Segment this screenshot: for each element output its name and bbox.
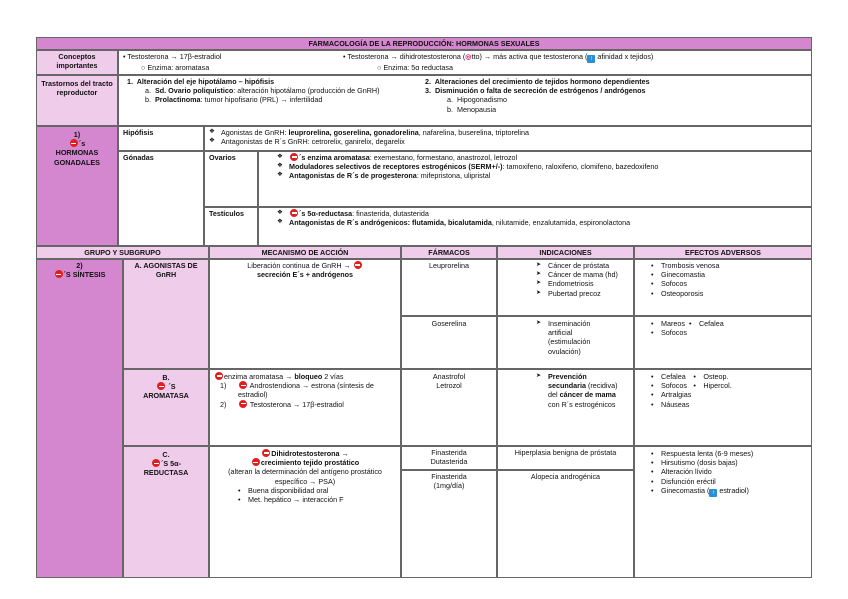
header-indicaciones: INDICACIONES: [497, 246, 634, 259]
subgrupo-c-mecanismo: [209, 446, 401, 578]
list-item: • Artralgias: [649, 390, 691, 399]
subgrupo-c-farmacos-2: [401, 470, 497, 578]
target-icon: ◎: [465, 52, 472, 61]
list-item: • Mareos: [649, 319, 687, 328]
list-item: • Respuesta lenta (6-9 meses): [649, 449, 811, 458]
subgrupo-a-label: A. AGONISTAS DE GnRH: [123, 259, 209, 369]
hipofisis-item-1a: Agonistas de GnRH:: [221, 128, 289, 137]
conceptos-right-sub: Enzima: 5α reductasa: [383, 63, 454, 72]
list-item: ➤ Cáncer de próstata: [534, 261, 633, 270]
b-ind-bold: Prevención secundaria: [548, 372, 587, 391]
ovarios-item-3-rest: : mifepristona, ulipristal: [416, 171, 491, 181]
trastornos-content: 1. Alteración del eje hipotálamo – hipófisis a. Sd. Ovario poliquístico: alteración hipotálamo (producción de GnRH) b. Prolactinoma: tumor hipofisario (PRL) → infertilidad 2. Alteraciones del crecimiento de tejidos hormono dependientes 3. Disminución o falta de secreción de estrógenos / andrógenos a. Hipogonadismo b. Menopausia: [118, 75, 812, 126]
list-item: • Náuseas: [649, 400, 691, 409]
list-item: Letrozol: [436, 381, 462, 391]
grupo2-num: 2): [76, 261, 83, 270]
trastorno-3b: Menopausia: [457, 104, 497, 114]
header-efectos: EFECTOS ADVERSOS: [634, 246, 812, 259]
a-mec-2: secreción E´s + andrógenos: [256, 270, 354, 280]
leuprorelina-indicaciones: [497, 259, 634, 316]
grupo2-label: [36, 259, 123, 578]
ovarios-item-2b: Moduladores selectivos de receptores estrogénicos (SERM+/-): [289, 162, 503, 172]
trastornos-label: Trastornos del tracto reproductor: [36, 75, 118, 126]
list-item: • Trombosis venosa: [649, 261, 811, 270]
conceptos-right-main-c: afinidad x tejidos): [597, 52, 654, 61]
trastorno-1b-rest: : tumor hipofisario (PRL) → infertilidad: [200, 95, 323, 105]
goserelina-indicaciones: [497, 316, 634, 369]
b-ind-rest: con R´s estrogénicos: [548, 399, 616, 409]
ovarios-label: Ovarios: [204, 151, 258, 207]
list-item: • Sofocos: [649, 279, 811, 288]
testiculos-item-2b: Antagonistas de R´s andrógenicos: [289, 218, 408, 228]
hipofisis-item-2: ❖ Antagonistas de R´s GnRH: cetrorelix, ganirelix, degarelix: [205, 137, 811, 146]
hipofisis-label: Hipófisis: [118, 126, 204, 151]
header-grupo: GRUPO Y SUBGRUPO: [36, 246, 209, 259]
hipofisis-item-1b: leuprorelina, goserelina, gonadorelina: [288, 128, 419, 137]
ovarios-item-1-rest: : exemestano, formestano, anastrozol, letrozol: [369, 153, 518, 162]
no-entry-icon: [290, 153, 298, 161]
list-item: • Ginecomastia: [649, 270, 811, 279]
c-mec-5: • Met. hepático → interacción F: [236, 495, 396, 504]
no-entry-icon: [215, 372, 223, 380]
leuprorelina-farmaco: Leuprorelina: [401, 259, 497, 316]
c-letter: C.: [162, 450, 170, 459]
c-ef-last-a: Ginecomastia (: [661, 485, 710, 495]
b-mec-1b: bloqueo: [294, 372, 323, 381]
ovarios-content: [258, 151, 812, 207]
trastorno-1: Alteración del eje hipotálamo – hipófisis: [136, 77, 275, 86]
list-item: • Hipercol.: [691, 381, 731, 390]
testiculos-item-2-mid: : flutamida, bicalutamida: [407, 218, 492, 228]
conceptos-content: • Testosterona → 17β-estradiol ○ Enzima: aromatasa • Testosterona → dihidrotestosterona (◎tto) → más activa que testosterona ( ↑ afinidad x tejidos) ○ Enzima: 5α reductasa: [118, 50, 812, 75]
subgrupo-b-indicaciones: [497, 369, 634, 446]
list-item: Finasterida: [431, 472, 467, 481]
c-ef-last-b: estradiol): [719, 485, 749, 495]
trastorno-3: Disminución o falta de secreción de estrógenos / andrógenos: [435, 86, 646, 96]
grupo1-num: 1): [73, 130, 81, 139]
list-item: ➤ Endometriosis: [534, 279, 633, 288]
c-mec-3: (alteran la determinación del antígeno prostático específico → PSA): [228, 467, 382, 486]
hipofisis-item-1c: , nafarelina, buserelina, triptorelina: [418, 128, 530, 137]
testiculos-item-1-rest: : finasterida, dutasterida: [352, 209, 429, 218]
no-entry-icon: [354, 261, 362, 269]
grupo1-label: [36, 126, 118, 246]
a-mec-1: Liberación continua de GnRH →: [247, 261, 351, 270]
no-entry-icon: [152, 459, 160, 467]
testiculos-label: Testículos: [204, 207, 258, 246]
ovarios-item-1b: ´s enzima aromatasa: [299, 153, 370, 162]
subgrupo-c-farmacos-1: [401, 446, 497, 470]
c-name: REDUCTASA: [143, 468, 189, 478]
no-entry-icon: [252, 458, 260, 466]
conceptos-right-main-a: Testosterona → dihidrotestosterona (: [347, 52, 466, 61]
ovarios-item-3b: Antagonistas de R´s de progesterona: [289, 171, 417, 181]
list-item: • Disfunción eréctil: [649, 477, 811, 486]
gonadas-label: Gónadas: [118, 151, 204, 246]
list-item: • Alteración lívido: [649, 467, 811, 476]
up-arrow-icon: ↑: [587, 55, 595, 63]
list-item: ➤ Inseminación artificial (estimulación ovulación): [534, 319, 614, 356]
header-mecanismo: MECANISMO DE ACCIÓN: [209, 246, 401, 259]
trastorno-1b-bold: Prolactinoma: [155, 95, 201, 105]
b-ind-bold-2: cáncer de mama: [559, 390, 616, 400]
conceptos-left-sub: Enzima: aromatasa: [147, 63, 210, 72]
b-mec-1c: 2 vías: [322, 372, 344, 381]
list-item: Dutasterida: [430, 457, 468, 467]
list-item: • Sofocos: [649, 328, 687, 337]
testiculos-content: [258, 207, 812, 246]
list-item: • Sofocos: [649, 381, 691, 390]
b-s: ´S: [168, 382, 176, 392]
grupo1-suffix: ´s: [78, 139, 86, 149]
testiculos-item-2-rest: , nilutamide, enzalutamida, espironolactona: [491, 218, 631, 228]
list-item: • Osteop.: [691, 372, 731, 381]
no-entry-icon: [262, 449, 270, 457]
no-entry-icon: [290, 209, 298, 217]
trastorno-1a-bold: Sd. Ovario poliquístico: [155, 86, 234, 96]
subgrupo-b-efectos: [634, 369, 812, 446]
goserelina-farmaco: Goserelina: [401, 316, 497, 369]
conceptos-label: Conceptos importantes: [36, 50, 118, 75]
subgrupo-c-indicacion-2: Alopecia androgénica: [497, 470, 634, 578]
list-item: • Osteoporosis: [649, 289, 811, 298]
subgrupo-a-mecanismo: [209, 259, 401, 369]
up-arrow-icon: ↑: [709, 489, 717, 497]
b-mec-3: Testosterona → 17β-estradiol: [249, 399, 344, 409]
goserelina-efectos: [634, 316, 812, 369]
list-item: • Cefalea: [649, 372, 691, 381]
c-mec-2: crecimiento tejido prostático: [260, 458, 360, 468]
table-title: FARMACOLOGÍA DE LA REPRODUCCIÓN: HORMONAS SEXUALES: [36, 37, 812, 50]
ovarios-item-2-rest: : tamoxifeno, raloxifeno, clomifeno, bazedoxifeno: [502, 162, 659, 172]
c-mec-1: Dihidrotestosterona →: [271, 449, 349, 458]
list-item: ➤ Pubertad precoz: [534, 289, 633, 298]
b-name: AROMATASA: [143, 391, 189, 401]
list-item: • Hirsutismo (dosis bajas): [649, 458, 811, 467]
b-mec-2: Androstendiona → estrona (síntesis de estradiol): [238, 381, 374, 400]
subgrupo-b-mecanismo: enzima aromatasa → bloqueo 2 vías 1) Androstendiona → estrona (síntesis de estradiol) 2) Testosterona → 17β-estradiol: [209, 369, 401, 446]
subgrupo-c-efectos: [634, 446, 812, 578]
no-entry-icon: [55, 270, 63, 278]
hipofisis-content: [204, 126, 812, 151]
b-mec-1a: enzima aromatasa →: [224, 372, 295, 381]
b-letter: B.: [162, 373, 170, 382]
no-entry-icon: [239, 400, 247, 408]
list-item: • Cefalea: [687, 319, 724, 328]
b-ind-mid: (recidiva) del: [548, 381, 618, 400]
testiculos-item-1b: ´s 5α-reductasa: [299, 209, 353, 218]
no-entry-icon: [70, 139, 78, 147]
subgrupo-b-farmacos: [401, 369, 497, 446]
trastorno-3a: Hipogonadismo: [457, 95, 507, 105]
pharmacology-table: [36, 37, 812, 578]
list-item: Finasterida: [431, 448, 467, 457]
list-item: Anastrofol: [432, 372, 466, 381]
c-s: ´S 5α-: [161, 459, 181, 469]
conceptos-left-main: Testosterona → 17β-estradiol: [127, 52, 222, 61]
subgrupo-c-indicacion-1: Hiperplasia benigna de próstata: [497, 446, 634, 470]
no-entry-icon: [239, 381, 247, 389]
c-mec-4: • Buena disponibilidad oral: [236, 486, 396, 495]
header-farmacos: FÁRMACOS: [401, 246, 497, 259]
subgrupo-b-label: [123, 369, 209, 446]
grupo1-name: HORMONAS GONADALES: [54, 148, 100, 167]
grupo2-name: ´S SÍNTESIS: [63, 270, 106, 280]
list-item: ➤ Cáncer de mama (hd): [534, 270, 633, 279]
trastorno-1a-rest: : alteración hipotálamo (producción de GnRH): [233, 86, 380, 96]
leuprorelina-efectos: [634, 259, 812, 316]
trastorno-2: Alteraciones del crecimiento de tejidos hormono dependientes: [434, 77, 650, 86]
no-entry-icon: [157, 382, 165, 390]
subgrupo-c-label: [123, 446, 209, 578]
conceptos-right-main-b: tto) → más activa que testosterona (: [471, 52, 588, 61]
list-item: (1mg/día): [433, 481, 465, 491]
